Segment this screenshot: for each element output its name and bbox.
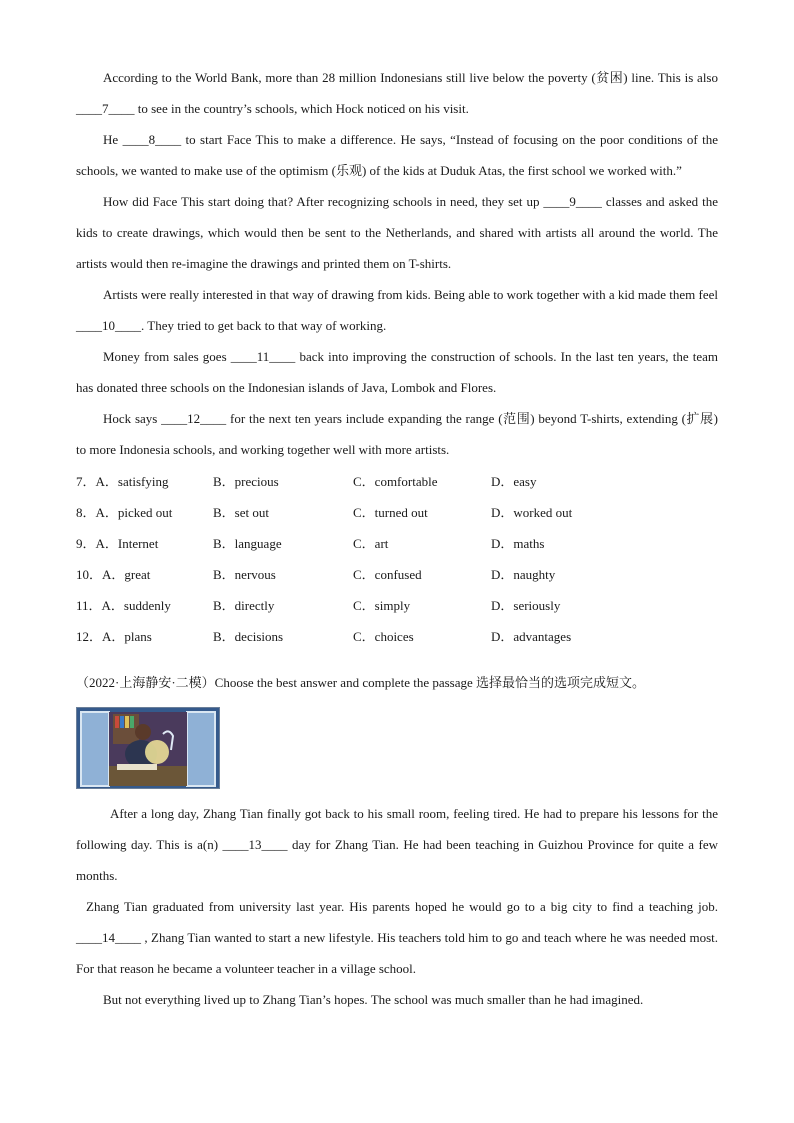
- answer-options: [76, 466, 718, 652]
- passage-paragraph: Money from sales goes ____11____ back into improving the construction of schools. In the last ten years, the team has donated three schools on the Indonesian islands of Java, Lombok and Flores.: [76, 349, 718, 395]
- option-c: C．simply: [353, 598, 411, 613]
- option-row: [76, 497, 718, 528]
- option-row: [76, 590, 718, 621]
- passage-paragraph: After a long day, Zhang Tian finally got back to his small room, feeling tired. He had to prepare his lessons for the following day. This is a(n) ____13____ day for Zhang Tian. He had been teaching in Guizhou Province for quite a few months.: [76, 806, 718, 883]
- option-d: D．seriously: [491, 598, 561, 613]
- option-c: C．choices: [353, 629, 414, 644]
- option-b: B．directly: [213, 598, 275, 613]
- option-row: [76, 621, 718, 652]
- illustration-image: [76, 707, 220, 789]
- passage-paragraph: Zhang Tian graduated from university last year. His parents hoped he would go to a big city to find a teaching job. ____14____ , Zhang Tian wanted to start a new lifestyle. His teachers told him to go and teach where he was needed most. For that reason he became a volunteer teacher in a village school.: [76, 899, 718, 976]
- option-a: 8．A．picked out: [76, 505, 173, 520]
- option-b: B．nervous: [213, 567, 276, 582]
- option-c: C．art: [353, 536, 389, 551]
- passage-paragraph: How did Face This start doing that? After recognizing schools in need, they set up ____9____ classes and asked the kids to create drawings, which would then be sent to the Netherlands, and shared with artists all around the world. The artists would then re-imagine the drawings and printed them on T-shirts.: [76, 194, 718, 271]
- option-a: 9．A．Internet: [76, 536, 159, 551]
- section-heading: （2022·上海静安·二模）Choose the best answer and complete the passage 选择最恰当的选项完成短文。: [76, 675, 646, 690]
- passage-paragraph: According to the World Bank, more than 28 million Indonesians still live below the poverty (贫困) line. This is also ____7____ to see in the country’s schools, which Hock noticed on his visit.: [76, 70, 718, 116]
- passage-paragraph: But not everything lived up to Zhang Tian’s hopes. The school was much smaller than he had imagined.: [103, 992, 644, 1007]
- passage-paragraph: Hock says ____12____ for the next ten years include expanding the range (范围) beyond T-shirts, extending (扩展) to more Indonesia schools, and working together well with more artists.: [76, 411, 718, 457]
- option-b: B．language: [213, 536, 282, 551]
- option-c: C．comfortable: [353, 474, 438, 489]
- option-a: 10．A．great: [76, 567, 151, 582]
- passage-paragraph: Artists were really interested in that way of drawing from kids. Being able to work together with a kid made them feel ____10____. They tried to get back to that way of working.: [76, 287, 718, 333]
- option-d: D．maths: [491, 536, 545, 551]
- option-b: B．set out: [213, 505, 269, 520]
- option-a: 11．A．suddenly: [76, 598, 171, 613]
- option-a: 12．A．plans: [76, 629, 152, 644]
- option-d: D．easy: [491, 474, 537, 489]
- option-a: 7．A．satisfying: [76, 474, 169, 489]
- option-row: [76, 466, 718, 497]
- option-b: B．precious: [213, 474, 279, 489]
- option-d: D．worked out: [491, 505, 573, 520]
- option-b: B．decisions: [213, 629, 284, 644]
- teacher-at-window-illustration: [77, 708, 219, 788]
- option-row: [76, 528, 718, 559]
- passage-paragraph: He ____8____ to start Face This to make a difference. He says, “Instead of focusing on the poor conditions of the schools, we wanted to make use of the optimism (乐观) of the kids at Duduk Atas, the first school we worked with.”: [76, 132, 718, 178]
- option-d: D．naughty: [491, 567, 556, 582]
- option-d: D．advantages: [491, 629, 572, 644]
- document-page: [76, 62, 718, 1015]
- option-row: [76, 559, 718, 590]
- option-c: C．confused: [353, 567, 422, 582]
- option-c: C．turned out: [353, 505, 428, 520]
